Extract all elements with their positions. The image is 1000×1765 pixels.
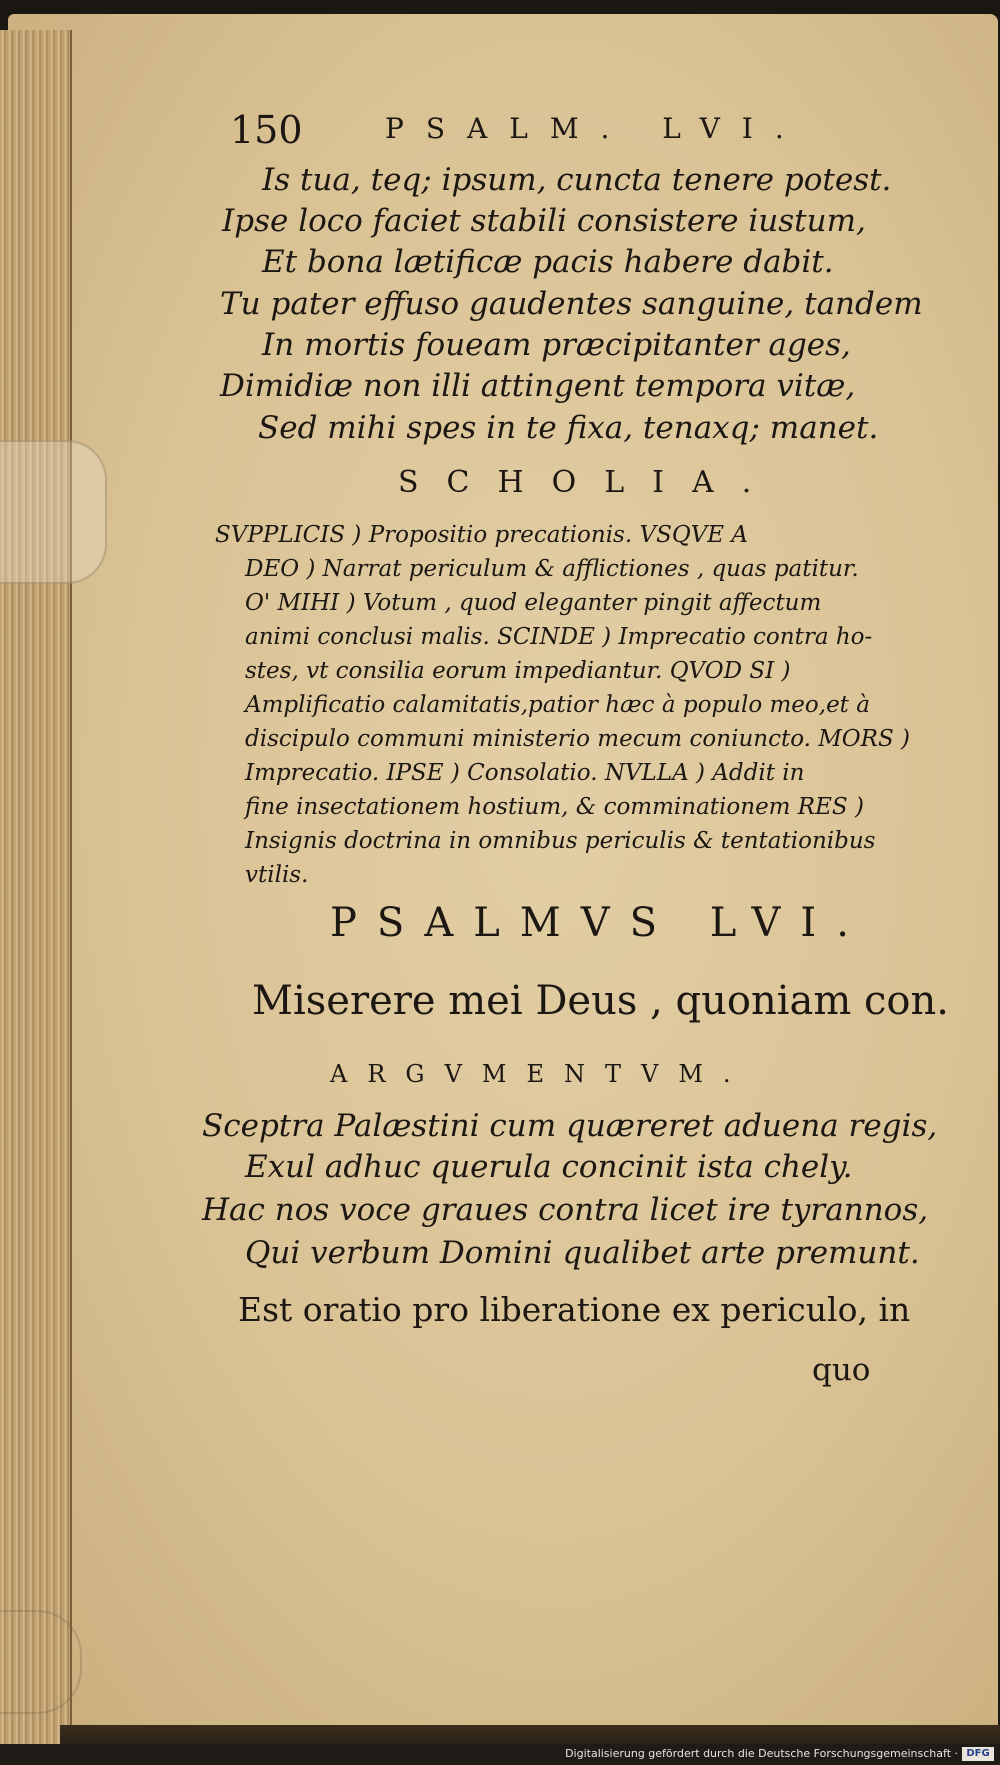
scholia-line: Imprecatio. IPSE ) Consolatio. NVLLA ) Addit in xyxy=(245,760,805,786)
dfg-logo: DFG xyxy=(962,1747,994,1761)
page-number: 150 xyxy=(230,108,303,152)
scholia-line: DEO ) Narrat periculum & afflictiones , quas patitur. xyxy=(245,556,859,582)
page-edges xyxy=(0,30,72,1745)
argument-line: Hac nos voce graues contra licet ire tyrannos, xyxy=(202,1192,929,1228)
digitization-footer xyxy=(0,1744,1000,1765)
scholia-line: Amplificatio calamitatis,patior hæc à populo meo,et à xyxy=(245,692,870,718)
book-clip-mark-lower xyxy=(0,1610,82,1714)
scholia-line: O' MIHI ) Votum , quod eleganter pingit affectum xyxy=(245,590,822,616)
verse-line: Tu pater effuso gaudentes sanguine, tandem xyxy=(220,286,923,322)
scholia-line: animi conclusi malis. SCINDE ) Imprecatio contra ho- xyxy=(245,624,873,650)
scholia-line: SVPPLICIS ) Propositio precationis. VSQVE A xyxy=(215,522,749,548)
scholia-line: discipulo communi ministerio mecum coniuncto. MORS ) xyxy=(245,726,911,752)
psalm-title: PSALMVS LVI. xyxy=(330,900,869,946)
verse-line: Is tua, teq; ipsum, cuncta tenere potest. xyxy=(262,162,892,198)
verse-line: Et bona lætificæ pacis habere dabit. xyxy=(262,244,834,280)
book-clip-mark xyxy=(0,440,107,584)
footer-credit: Digitalisierung gefördert durch die Deutsche Forschungsgemeinschaft · xyxy=(565,1747,958,1760)
argument-heading: ARGVMENTVM. xyxy=(330,1060,751,1088)
verse-line: In mortis foueam præcipitanter ages, xyxy=(262,327,851,363)
verse-line: Ipse loco faciet stabili consistere iustum, xyxy=(222,203,866,239)
psalm-incipit: Miserere mei Deus , quoniam con. xyxy=(252,978,949,1024)
running-title: PSALM. LVI. xyxy=(385,112,806,145)
scholia-heading: SCHOLIA. xyxy=(398,465,780,500)
body-line: Est oratio pro liberatione ex periculo, in xyxy=(238,1290,911,1329)
verse-line: Sed mihi spes in te fixa, tenaxq; manet. xyxy=(258,410,879,446)
scholia-line: fine insectationem hostium, & comminationem RES ) xyxy=(245,794,864,820)
scholia-line: vtilis. xyxy=(245,862,309,888)
argument-line: Exul adhuc querula concinit ista chely. xyxy=(245,1149,853,1185)
catchword: quo xyxy=(812,1352,871,1388)
scholia-line: stes, vt consilia eorum impediantur. QVOD SI ) xyxy=(245,658,791,684)
argument-line: Qui verbum Domini qualibet arte premunt. xyxy=(245,1235,920,1271)
verse-line: Dimidiæ non illi attingent tempora vitæ, xyxy=(220,368,856,404)
scholia-line: Insignis doctrina in omnibus periculis & tentationibus xyxy=(245,828,876,854)
argument-line: Sceptra Palæstini cum quæreret aduena regis, xyxy=(202,1108,938,1144)
